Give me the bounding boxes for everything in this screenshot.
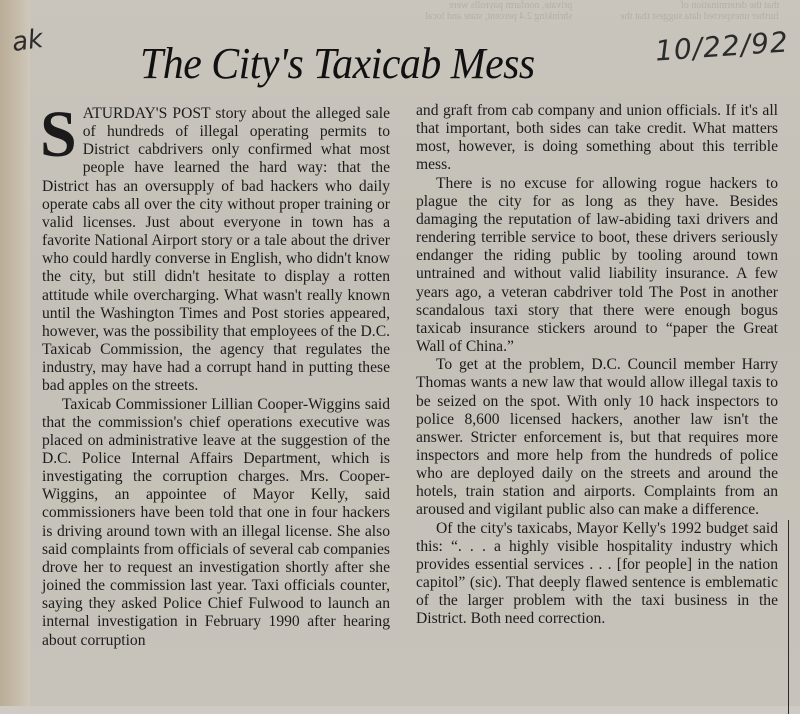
bleed-through-text: that the determination of further unexpected data suggest that the bbox=[620, 0, 780, 22]
article-paragraph: To get at the problem, D.C. Council member Harry Thomas wants a new law that would allow illegal taxis to be seized on the spot. With only 10 hack inspectors to police 8,600 licensed hackers, another law isn't the answer. Stricter enforcement is, but that requires more inspectors and more help from the hundreds of police who are deployed daily on the streets and around the hotels, train station and airports. Complaints from an aroused and vigilant public also can make a difference. bbox=[416, 356, 778, 519]
article-paragraph: Of the city's taxicabs, Mayor Kelly's 1992 budget said this: “. . . a highly visible hospitality industry which provides essential services . . . [for people] in the nation capitol” (sic). That deeply flawed sentence is emblematic of the larger problem with the taxi business in the District. Both need correction. bbox=[416, 519, 778, 628]
handwritten-initials: ak bbox=[10, 23, 45, 59]
drop-cap: S bbox=[40, 98, 77, 171]
bleed-through-text: private, nonfarm payrolls were shrinking 2.4 percent; state and local bbox=[425, 0, 573, 22]
article-column-right bbox=[416, 102, 778, 629]
article-paragraph: SATURDAY'S POST story about the alleged sale of hundreds of illegal operating permits to District cabdrivers only confirmed what most people have learned the hard way: that the District has an oversupply of bad hackers who daily operate cabs all over the city without proper training or valid licenses. Just about everyone in town has a favorite National Airport story or a tale about the driver who could hardly converse in English, who didn't know the city, but still didn't hesitate to display a rotten attitude while overcharging. What wasn't really known until the Washington Times and Post stories appeared, however, was the possibility that employees of the D.C. Taxicab Commission, the agency that regulates the industry, may have had a corrupt hand in putting these bad apples on the streets. bbox=[40, 98, 391, 395]
article-column-left bbox=[40, 98, 391, 650]
column-rule bbox=[788, 520, 789, 714]
article-paragraph: and graft from cab company and union officials. If it's all that important, both sides can take credit. What matters most, however, is doing something about this terrible mess. bbox=[416, 102, 778, 174]
scan-bottom-edge bbox=[0, 706, 800, 714]
scan-left-edge bbox=[0, 0, 30, 714]
headline: The City's Taxicab Mess bbox=[140, 39, 535, 88]
article-paragraph: There is no excuse for allowing rogue hackers to plague the city for as long as they have. Besides damaging the reputation of law-abiding taxi drivers and rendering terrible service to boot, these drivers seriously endanger the riding public by tooling around town untrained and without valid liability insurance. A few years ago, a veteran cabdriver told The Post in another scandalous taxi story that there were enough bogus taxicab insurance stickers around to “paper the Great Wall of China.” bbox=[416, 174, 778, 356]
article-paragraph: Taxicab Commissioner Lillian Cooper-Wiggins said that the commission's chief operations executive was placed on administrative leave at the suggestion of the D.C. Police Internal Affairs Department, which is investigating the corruption charges. Mrs. Cooper-Wiggins, an appointee of Mayor Kelly, said commissioners have been told that one in four hackers is driving around town with an illegal license. She also said complaints from officials of several cab companies drove her to request an investigation shortly after she joined the commission last year. Taxi officials counter, saying they asked Police Chief Fulwood to launch an internal investigation in February 1990 after hearing about corruption bbox=[42, 395, 390, 649]
handwritten-date: 10/22/92 bbox=[654, 25, 790, 68]
